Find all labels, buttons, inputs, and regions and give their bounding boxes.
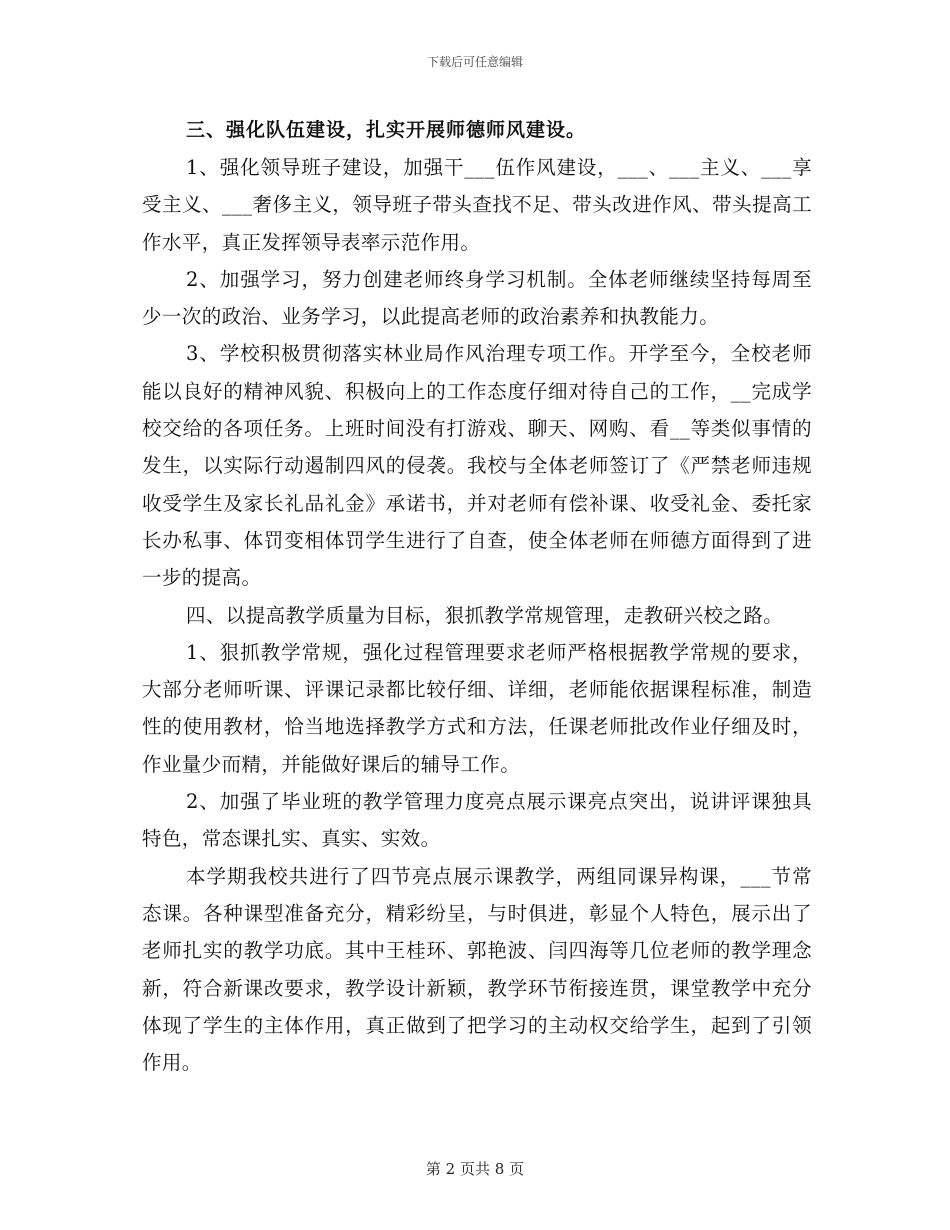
- section-heading: 三、强化队伍建设，扎实开展师德师风建设。: [186, 119, 587, 141]
- page-header: 下载后可任意编辑: [426, 55, 523, 69]
- paragraph-6: 2、加强了毕业班的教学管理力度亮点展示课亮点突出，说讲评课独具特色，常态课扎实、真实、实效。: [142, 790, 812, 851]
- paragraph-2: 2、加强学习，努力创建老师终身学习机制。全体老师继续坚持每周至少一次的政治、业务学习，以此提高老师的政治素养和执教能力。: [142, 267, 812, 329]
- paragraph-7: 本学期我校共进行了四节亮点展示课教学，两组同课异构课，___节常态课。各种课型准备充分，精彩纷呈，与时俱进，彰显个人特色，展示出了老师扎实的教学功底。其中王桂环、郭艳波、闫四海等几位老师的教学理念新，符合新课改要求，教学设计新颖，教学环节衔接连贯，课堂教学中充分体现了学生的主体作用，真正做到了把学习的主动权交给学生，起到了引领作用。: [142, 864, 812, 1075]
- paragraph-1: 1、强化领导班子建设，加强干___伍作风建设，___、___主义、___享受主义、___奢侈主义，领导班子带头查找不足、带头改进作风、带头提高工作水平，真正发挥领导表率示范作用。: [142, 156, 812, 254]
- document-body: [142, 112, 812, 1081]
- page-number: 第 2 页共 8 页: [425, 1160, 525, 1178]
- section-four-heading: 四、以提高教学质量为目标，狠抓教学常规管理，走教研兴校之路。: [186, 603, 784, 627]
- paragraph-5: 1、狠抓教学常规，强化过程管理要求老师严格根据教学常规的要求，大部分老师听课、评课记录都比较仔细、详细，老师能依据课程标准，制造性的使用教材，恰当地选择教学方式和方法，任课老师批改作业仔细及时，作业量少而精，并能做好课后的辅导工作。: [142, 640, 812, 776]
- paragraph-3: 3、学校积极贯彻落实林业局作风治理专项工作。开学至今，全校老师能以良好的精神风貌、积极向上的工作态度仔细对待自己的工作，__完成学校交给的各项任务。上班时间没有打游戏、聊天、网购、看__等类似事情的发生，以实际行动遏制四风的侵袭。我校与全体老师签订了《严禁老师违规收受学生及家长礼品礼金》承诺书，并对老师有偿补课、收受礼金、委托家长办私事、体罚变相体罚学生进行了自查，使全体老师在师德方面得到了进一步的提高。: [142, 342, 812, 590]
